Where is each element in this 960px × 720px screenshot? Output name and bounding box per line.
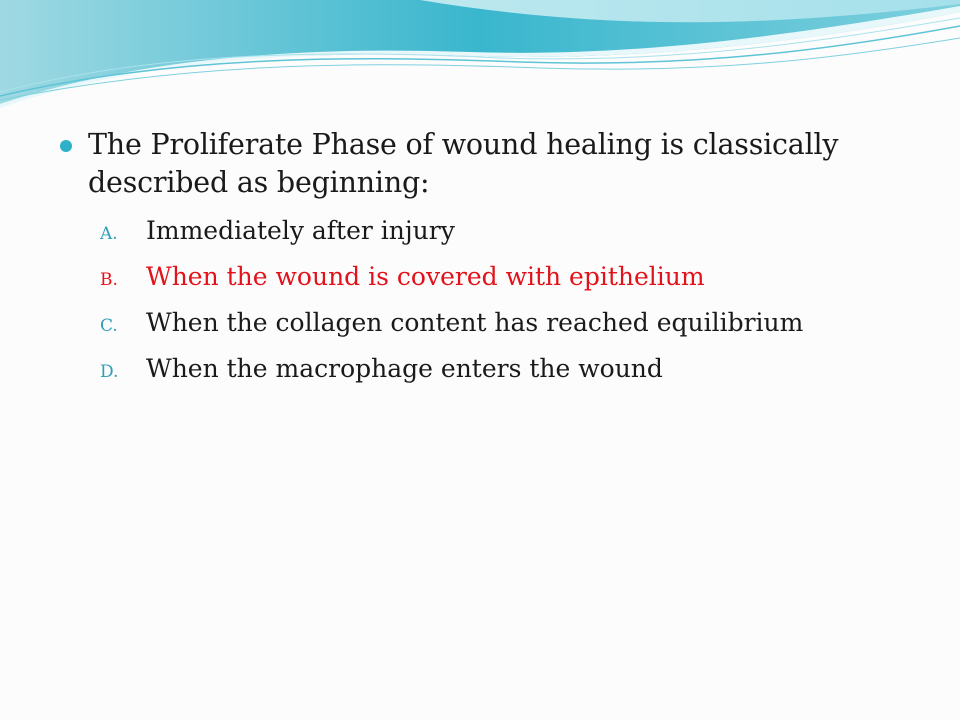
slide-content (60, 126, 920, 400)
answer-options (60, 216, 920, 400)
option-c (100, 308, 920, 354)
option-letter: C. (100, 316, 118, 336)
option-text: When the collagen content has reached equilibrium (146, 308, 804, 337)
bullet-dot-icon (60, 140, 72, 152)
option-text: Immediately after injury (146, 216, 455, 245)
option-letter: A. (100, 224, 118, 244)
option-letter: D. (100, 362, 119, 382)
option-text: When the wound is covered with epithelium (146, 262, 705, 291)
header-wave-decoration (0, 0, 960, 120)
option-d (100, 354, 920, 400)
question-text: The Proliferate Phase of wound healing is classically described as beginning: (88, 128, 839, 199)
option-text: When the macrophage enters the wound (146, 354, 663, 383)
option-letter: B. (100, 270, 118, 290)
question-bullet (60, 126, 920, 202)
option-b (100, 262, 920, 308)
option-a (100, 216, 920, 262)
